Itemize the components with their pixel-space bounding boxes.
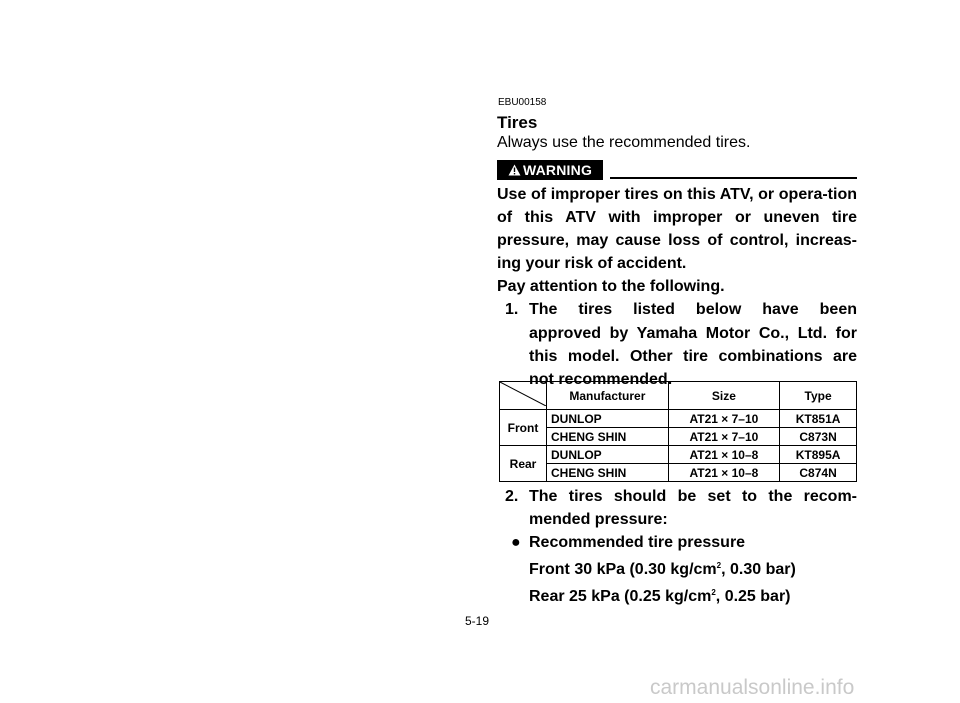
spec-sup: 2 bbox=[711, 588, 716, 598]
document-code: EBU00158 bbox=[498, 97, 547, 108]
pressure-heading-row bbox=[497, 531, 857, 554]
table-header: Type bbox=[780, 382, 857, 410]
warning-header bbox=[497, 160, 857, 180]
table-cell: C873N bbox=[780, 428, 857, 446]
intro-text: Always use the recommended tires. bbox=[497, 134, 751, 151]
table-cell: CHENG SHIN bbox=[547, 428, 669, 446]
spec-sup: 2 bbox=[716, 561, 722, 571]
table-cell: KT851A bbox=[780, 410, 857, 428]
list-line: mended pressure: bbox=[529, 511, 668, 529]
table-cell: AT21 × 10–8 bbox=[668, 464, 779, 482]
table-group-label: Front bbox=[500, 410, 547, 446]
table-row bbox=[500, 410, 857, 428]
table-row bbox=[500, 446, 857, 464]
warning-triangle-icon bbox=[508, 164, 521, 176]
warning-text: Use of improper tires on this ATV, or opera-tion of this ATV with improper or uneven tire pressure, may cause loss of control, increas-ing your risk of accident. bbox=[497, 186, 857, 273]
section-title: Tires bbox=[497, 113, 538, 132]
table-cell: DUNLOP bbox=[547, 446, 669, 464]
spec-text: Front 30 kPa (0.30 kg/cm bbox=[529, 561, 717, 579]
list-line: not recommended. bbox=[529, 370, 673, 388]
table-header-row bbox=[500, 382, 857, 410]
front-pressure bbox=[497, 554, 857, 581]
table-cell: AT21 × 7–10 bbox=[668, 410, 779, 428]
spec-text: Rear 25 kPa (0.25 kg/cm bbox=[529, 588, 712, 606]
table-header: Manufacturer bbox=[547, 382, 669, 410]
list-item-1 bbox=[497, 298, 857, 390]
watermark: carmanualsonline.info bbox=[650, 676, 855, 699]
spec-text: , 0.25 bar) bbox=[715, 588, 791, 606]
table-row bbox=[500, 428, 857, 446]
list-line: The tires should be set to the recom- bbox=[529, 488, 857, 505]
warning-body bbox=[497, 183, 857, 391]
pressure-heading: Recommended tire pressure bbox=[529, 534, 746, 552]
tire-table bbox=[499, 381, 857, 482]
table-cell: C874N bbox=[780, 464, 857, 482]
list-line: The tires listed below have been bbox=[529, 301, 857, 319]
warning-rule bbox=[610, 177, 857, 179]
table-cell: CHENG SHIN bbox=[547, 464, 669, 482]
table-cell: AT21 × 7–10 bbox=[668, 428, 779, 446]
rear-pressure bbox=[497, 581, 857, 608]
table-header: Size bbox=[668, 382, 779, 410]
warning-badge bbox=[497, 160, 603, 180]
warning-label: WARNING bbox=[522, 162, 593, 178]
page-number: 5-19 bbox=[465, 614, 490, 628]
table-corner-cell bbox=[500, 382, 547, 410]
table-cell: AT21 × 10–8 bbox=[668, 446, 779, 464]
list-number: 2. bbox=[505, 488, 519, 505]
list-item bbox=[497, 485, 857, 531]
table-group-label: Rear bbox=[500, 446, 547, 482]
list-line: this model. Other tire combinations are bbox=[529, 347, 857, 365]
attention-text: Pay attention to the following. bbox=[497, 278, 725, 296]
table-cell: DUNLOP bbox=[547, 410, 669, 428]
table-row bbox=[500, 464, 857, 482]
table-cell: KT895A bbox=[780, 446, 857, 464]
list-number: 1. bbox=[505, 301, 519, 319]
list-line: approved by Yamaha Motor Co., Ltd. for bbox=[529, 324, 857, 342]
spec-text: , 0.30 bar) bbox=[721, 561, 796, 579]
bullet-icon: ● bbox=[511, 534, 521, 552]
list-item-2 bbox=[497, 485, 857, 608]
diagonal-line bbox=[500, 382, 546, 406]
